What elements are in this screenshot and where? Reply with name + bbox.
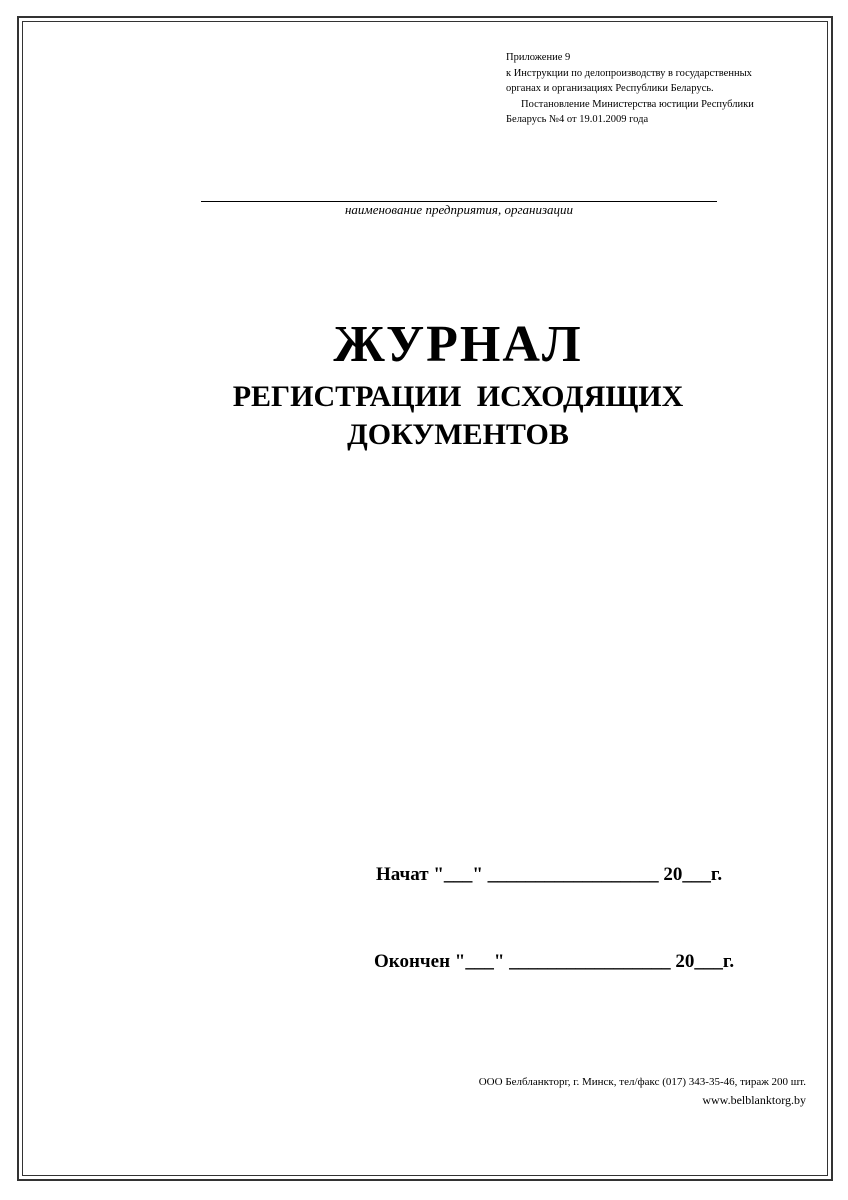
journal-title: ЖУРНАЛ <box>333 316 583 373</box>
journal-subtitle <box>0 378 848 454</box>
publisher-info <box>479 1073 806 1109</box>
appendix-line: Приложение 9 <box>506 52 571 63</box>
journal-subtitle-line: РЕГИСТРАЦИИ ИСХОДЯЩИХ <box>232 380 684 413</box>
organization-name-caption: наименование предприятия, организации <box>344 202 574 217</box>
appendix-line: Беларусь №4 от 19.01.2009 года <box>506 114 649 125</box>
appendix-line: к Инструкции по делопроизводству в государственных <box>506 67 752 79</box>
publisher-website: www.belblanktorg.by <box>702 1093 806 1107</box>
appendix-note <box>506 50 806 128</box>
appendix-line: органах и организациях Республики Беларусь. <box>506 83 714 94</box>
publisher-details: ООО Белбланкторг, г. Минск, тел/факс (017) 343-35-46, тираж 200 шт. <box>478 1076 806 1088</box>
start-date-line: Начат "___" __________________ 20___г. <box>376 864 723 885</box>
page-border-inner <box>22 21 828 1176</box>
end-date-line: Окончен "___" _________________ 20___г. <box>374 951 735 972</box>
appendix-line: Постановление Министерства юстиции Республики <box>521 98 754 110</box>
journal-subtitle-line: ДОКУМЕНТОВ <box>347 418 569 451</box>
